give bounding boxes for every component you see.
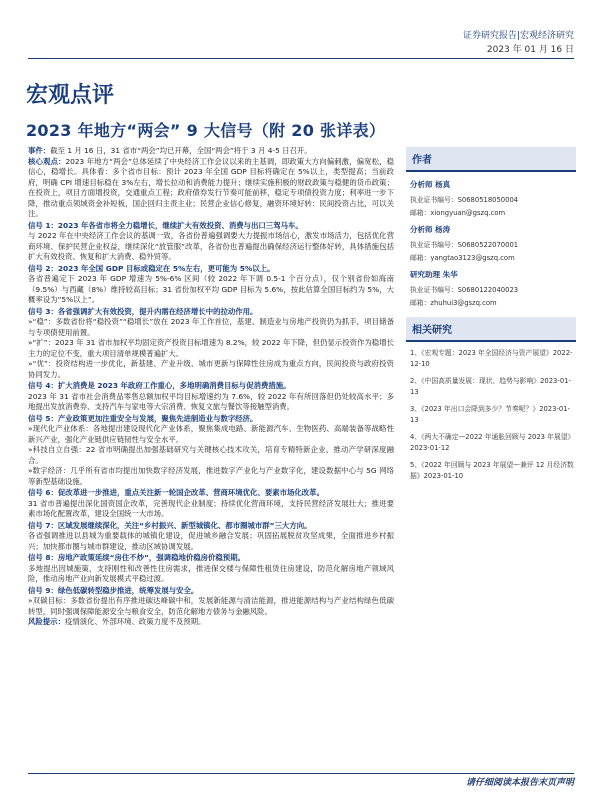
footer-disclaimer: 请仔细阅读本报告末页声明 (465, 778, 574, 788)
signal-item (28, 553, 394, 585)
core-paragraph (28, 157, 394, 220)
analyst-list (406, 179, 576, 307)
signal-item (28, 414, 394, 488)
document-title: 2023 年地方“两会” 9 大信号（附 20 张详表） (26, 121, 386, 140)
authors-header: 作者 (406, 147, 576, 172)
signal-heading: 信号 4：扩大消费是 2023 年政府工作重心，多地明确消费目标与促消费措施。 (28, 381, 291, 390)
risk-text: 疫情演化、外部环境、政策力度不及预期。 (64, 617, 206, 626)
document-type: 宏观点评 (26, 82, 115, 108)
report-date: 2023 年 01 月 16 日 (486, 45, 574, 55)
signal-heading: 信号 1：2023 年各省市将全力稳增长，继续扩大有效投资、消费与出口三驾马车。 (28, 220, 303, 230)
signal-sub-item: »数字经济：几乎所有省市均提出加快数字经济发展，推进数字产业化与产业数字化，建设数据中心与 5G 网络等新型基础设施。 (28, 466, 394, 486)
core-text: 2023 年地方“两会”总体延续了中央经济工作会议以来的主基调，即政策大方向偏刺激，偏宽松，稳信心，稳增长。具体看：多个省市目标：预计 2023 年全国 GDP 目标将确定在 5%以上，类型提高；当前政府，明确 CPI 增速目标稳在 3%左右，增长拉动和消费能力提升；继续实施积极的财政政策与稳健的货币政策；在投资上，项目方面增投资，交通重点工程；政府债券发行节奏可能前移，稳定专项债投资力度；利率进一步下降，推动重点领域资金补短板，国企回归主责主业；民营企业信心修复，融资环境好转：民间投资占比，可以关注。 (28, 156, 394, 218)
analyst-certificate: 执业证书编号：S0680522070001 (410, 241, 519, 249)
signal-text: 各省普遍定下 2023 年 GDP 增速为 5%-6% 区间（较 2022 年下调 0.5-1 个百分点），仅个别省份如海南（9.5%）与西藏（8%）维持较高目标；31 省份加权平均 GDP 目标为 5.6%，按此估算全国目标约为 5%，大概率设为“5%以上”。 (28, 274, 394, 304)
signal-item (28, 586, 394, 618)
signal-heading: 信号 9：绿色低碳转型稳步推进，统筹发展与安全。 (28, 585, 199, 595)
signal-sub-item: »“优”：投资结构进一步优化，新基建、产业升级、城市更新与保障性住房成为重点方向，民间投资与政府投资协同发力。 (28, 359, 394, 379)
signal-item (28, 521, 394, 553)
signal-sub-item: »双碳目标：多数省份提出有序推进碳达峰碳中和，发展新能源与清洁能源，推进能源结构与产业结构绿色低碳转型，同时强调保障能源安全与粮食安全，防范化解地方债务与金融风险。 (28, 596, 394, 616)
signal-sub-item: »“扩”：2023 年 31 省市加权平均固定资产投资目标增速为 8.2%，较 2022 年下降，但仍显示投资作为稳增长主力的定位不变，重大项目清单规模普遍扩大。 (28, 338, 394, 358)
related-research-item[interactable]: 1、《宏观专题：2023 年全国经济与资产展望》2022-12-10 (410, 349, 573, 368)
analyst-name: 分析师 杨真 (410, 180, 451, 189)
signal-heading: 信号 7：区域发展继续深化，关注“乡村振兴、新型城镇化、都市圈城市群”三大方向。 (28, 520, 312, 530)
analyst-name: 研究助理 朱华 (410, 270, 458, 279)
related-research-item[interactable]: 3、《2023 年出口会降到多少？节奏呢？》2023-01-13 (410, 405, 570, 424)
signal-item (28, 221, 394, 263)
signal-text: 31 省市普遍提出深化国资国企改革，完善现代企业制度；持续优化营商环境，支持民营经济发展壮大；推进要素市场化配置改革，建设全国统一大市场。 (28, 498, 394, 518)
signal-heading: 信号 8：房地产政策延续“房住不炒”，强调稳地价稳房价稳预期。 (28, 553, 245, 562)
core-label: 核心观点： (28, 156, 66, 166)
header-divider (28, 58, 574, 59)
main-body (28, 146, 394, 628)
related-research-header: 相关研究 (406, 317, 576, 342)
sidebar (406, 147, 576, 482)
signal-text: 与 2022 年在中央经济工作会议的基调一致，各省份普遍强调要大力提振市场信心，激发市场活力，包括优化营商环境、保护民营企业权益，继续深化“放管服”改革，各省份也普遍提出确保经济运行整体好转，具体措施包括扩大有效投资、恢复和扩大消费、稳外贸等。 (28, 231, 394, 261)
signal-item (28, 381, 394, 413)
signal-text: 各省强调推进以县城为重要载体的城镇化建设，促进城乡融合发展；巩固拓展脱贫攻坚成果，全面推进乡村振兴；加快都市圈与城市群建设，推动区域协调发展。 (28, 531, 394, 551)
signals-list (28, 221, 394, 618)
related-research-list (406, 348, 576, 482)
analyst-certificate: 执业证书编号：S0680122040023 (410, 286, 519, 294)
signal-heading: 信号 6：促改革进一步推进，重点关注新一轮国企改革、营商环境优化、要素市场化改革。 (28, 488, 324, 497)
analyst-name: 分析师 杨涛 (410, 225, 451, 234)
footer-divider (28, 773, 574, 774)
event-text: 截至 1 月 16 日，31 省市“两会”均已开幕，全国“两会”将于 3 月 4-5 日召开。 (50, 146, 312, 155)
signal-item (28, 488, 394, 520)
event-paragraph (28, 146, 394, 157)
related-research-item[interactable]: 5、《2022 年回顾与 2023 年展望—兼评 12 月经济数据》2023-01-10 (410, 461, 574, 480)
signal-heading: 信号 2：2023 年全国 GDP 目标或稳定在 5%左右，更可能为 5%以上。 (28, 263, 275, 273)
risk-paragraph (28, 617, 394, 628)
signal-heading: 信号 5：产业政策更加注重安全与发展，聚焦先进制造业与数字经济。 (28, 413, 258, 423)
signal-item (28, 307, 394, 381)
signal-sub-item: »“稳”：多数省份将“稳投资”“稳增长”放在 2023 年工作首位，基建、制造业与房地产投资仍为抓手，项目储备与专项债使用前置。 (28, 317, 394, 337)
signal-item (28, 264, 394, 306)
related-research-item[interactable]: 2、《中国高质量发展：现状、趋势与影响》2023-01-13 (410, 377, 571, 396)
signal-text: 多地提出因城施策，支持刚性和改善性住房需求，推进保交楼与保障性租赁住房建设，防范化解房地产领域风险，推动房地产业向新发展模式平稳过渡。 (28, 563, 394, 583)
risk-label: 风险提示： (28, 617, 65, 626)
signal-sub-item: »科技自立自强：22 省市明确提出加强基础研究与关键核心技术攻关，培育专精特新企业，推动产学研深度融合。 (28, 445, 394, 465)
report-category: 证券研究报告|宏观经济研究 (462, 31, 574, 41)
analyst-certificate: 执业证书编号：S0680518050004 (410, 196, 519, 204)
signal-sub-item: »现代化产业体系：各地提出建设现代化产业体系，聚焦集成电路、新能源汽车、生物医药、高端装备等战略性新兴产业，强化产业链供应链韧性与安全水平。 (28, 424, 394, 444)
related-research-item[interactable]: 4、《两大不确定—2022 年通胀回顾与 2023 年展望》2023-01-12 (410, 433, 575, 452)
analyst-email[interactable]: 邮箱：yangtao3123@gszq.com (410, 254, 515, 262)
signal-text: 2023 年 31 省市社会消费品零售总额加权平均目标增速约为 7.6%，较 2022 年有所回落但仍处较高水平；多地提出发放消费券、支持汽车与家电等大宗消费、恢复文旅与餐饮等接触型消费。 (28, 391, 394, 411)
signal-heading: 信号 3：各省强调扩大有效投资，提升内需在经济增长中的拉动作用。 (28, 306, 258, 316)
analyst-email[interactable]: 邮箱：zhuhui3@gszq.com (410, 299, 497, 307)
report-header (463, 29, 574, 57)
event-label: 事件： (28, 146, 51, 155)
analyst-email[interactable]: 邮箱：xiongyuan@gszq.com (410, 209, 506, 217)
